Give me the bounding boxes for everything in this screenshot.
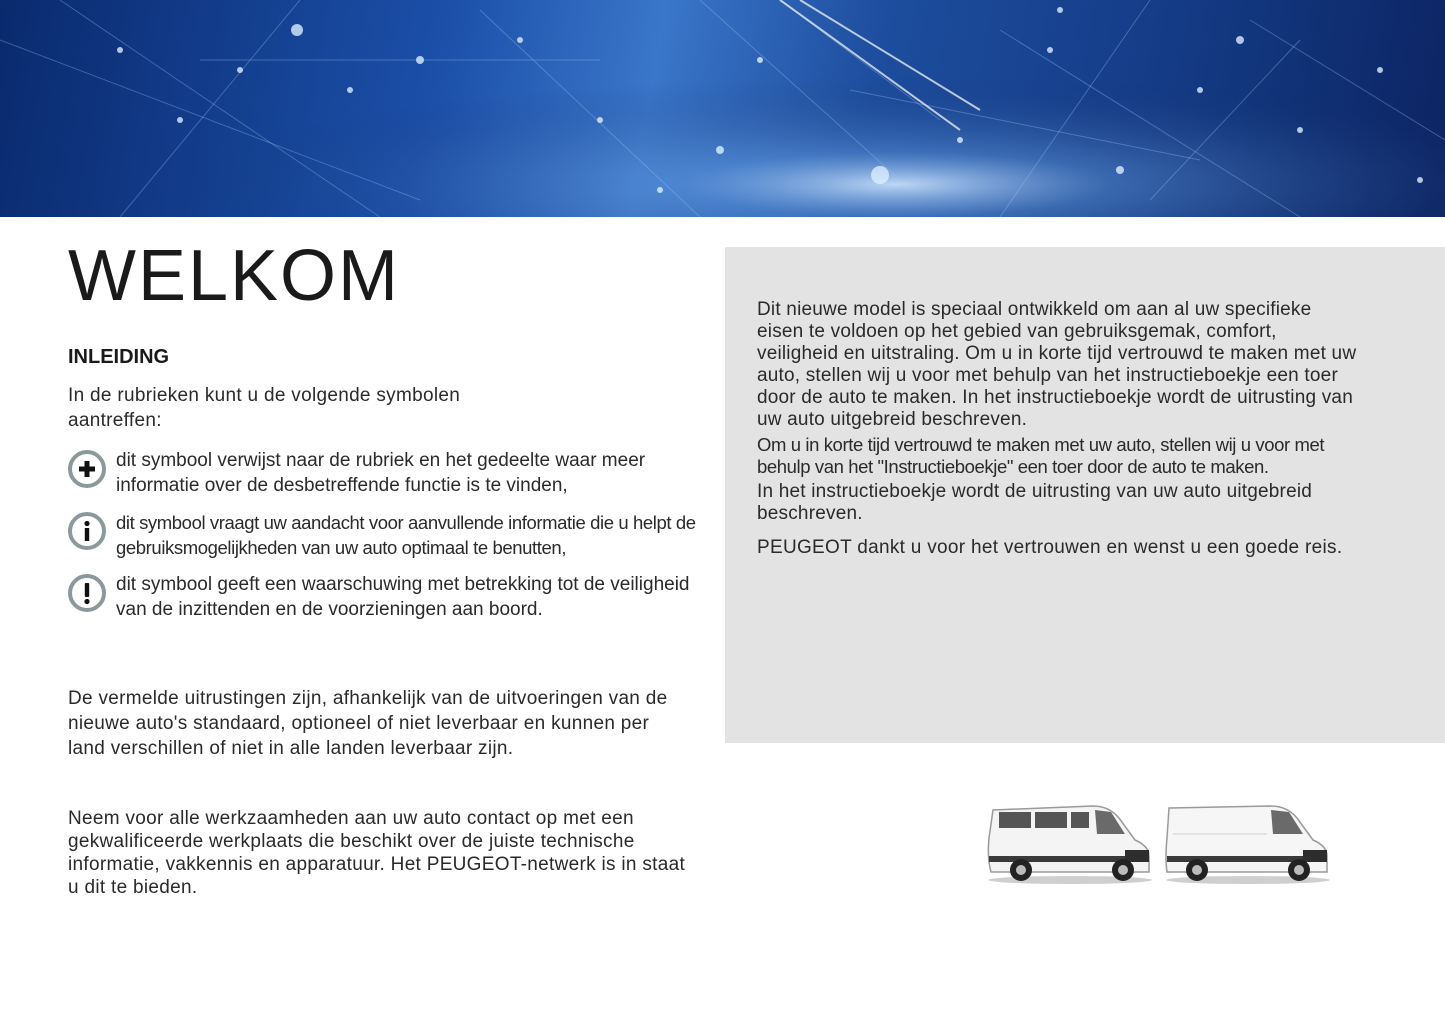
welcome-paragraph-2: Om u in korte tijd vertrouwd te maken met uw auto, stellen wij u voor met behulp van het "Instructieboekje" een toer door de auto te maken. <box>757 434 1325 477</box>
plus-circle-icon <box>68 450 106 488</box>
contact-paragraph: Neem voor alle werkzaamheden aan uw auto contact op met een gekwalificeerde werkplaats die beschikt over de juiste technische informatie, vakkennis en apparatuur. Het PEUGEOT-netwerk is in staat u dit te bieden. <box>68 808 686 898</box>
symbol-text-info: dit symbool vraagt uw aandacht voor aanvullende informatie die u helpt de gebruiksmogelijkheden van uw auto optimaal te benutten, <box>116 512 696 558</box>
welcome-paragraph-3: In het instructieboekje wordt de uitrusting van uw auto uitgebreid beschreven. <box>757 481 1313 524</box>
network-graphic <box>0 0 1445 217</box>
header-banner <box>0 0 1445 217</box>
van-combi <box>988 806 1152 884</box>
info-circle-icon <box>68 512 106 550</box>
intro-text: In de rubrieken kunt u de volgende symbolen aantreffen: <box>68 385 461 431</box>
vans-illustration <box>985 798 1335 888</box>
van-panel <box>1166 806 1330 884</box>
section-heading: INLEIDING <box>68 346 170 368</box>
page-title: WELKOM <box>68 236 401 316</box>
warning-circle-icon <box>68 574 106 612</box>
welcome-paragraph-1: Dit nieuwe model is speciaal ontwikkeld om aan al uw specifieke eisen te voldoen op het gebied van gebruiksgemak, comfort, veiligheid en uitstraling. Om u in korte tijd vertrouwd te maken met uw auto, stellen wij u voor met behulp van het instructieboekje een toer door de auto te maken. In het instructieboekje wordt de uitrusting van uw auto uitgebreid beschreven. <box>757 299 1357 430</box>
welcome-box <box>725 247 1445 743</box>
equipment-paragraph: De vermelde uitrustingen zijn, afhankelijk van de uitvoeringen van de nieuwe auto's standaard, optioneel of niet leverbaar en kunnen per land verschillen of niet in alle landen leverbaar zijn. <box>68 688 668 759</box>
welcome-paragraph-4: PEUGEOT dankt u voor het vertrouwen en wenst u een goede reis. <box>757 537 1343 558</box>
symbol-text-plus: dit symbool verwijst naar de rubriek en het gedeelte waar meer informatie over de desbetreffende functie is te vinden, <box>116 450 646 496</box>
symbol-text-warning: dit symbool geeft een waarschuwing met betrekking tot de veiligheid van de inzittenden en de voorzieningen aan boord. <box>116 574 690 620</box>
